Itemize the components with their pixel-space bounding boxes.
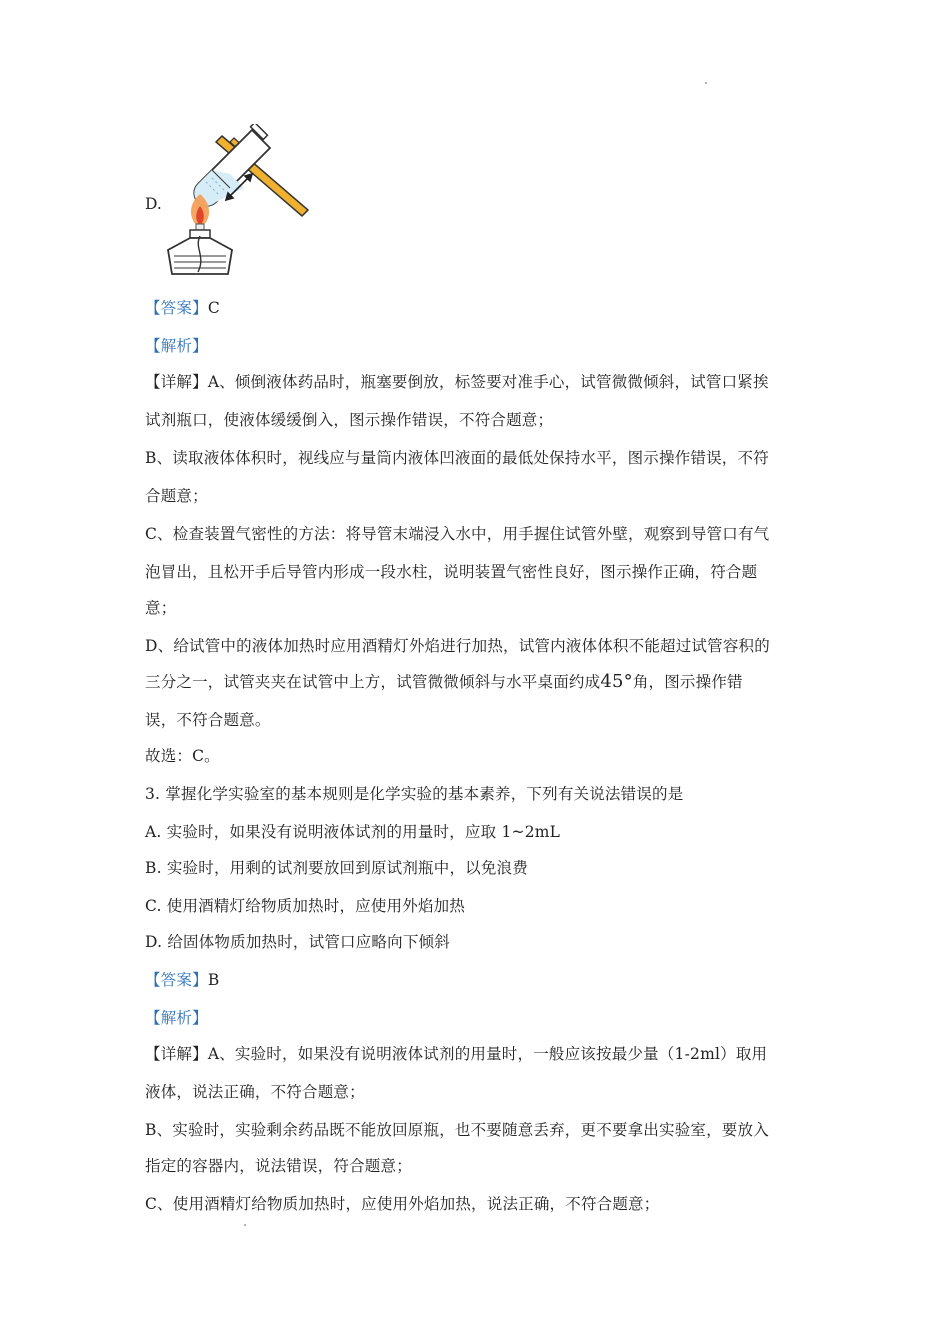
text-line: B、实验时，实验剩余药品既不能放回原瓶，也不要随意丢弃，更不要拿出实验室，要放入 (145, 1121, 769, 1139)
option-a: A. 实验时，如果没有说明液体试剂的用量时，应取 1~2mL (145, 823, 561, 841)
option-c: C. 使用酒精灯给物质加热时，应使用外焰加热 (145, 897, 466, 915)
question-stem-q3: 3. 掌握化学实验室的基本规则是化学实验的基本素养，下列有关说法错误的是 (145, 785, 684, 803)
text-line: 合题意； (145, 487, 208, 505)
alcohol-lamp-icon (168, 230, 232, 274)
angle-value: 45° (600, 671, 633, 692)
text-line: 液体，说法正确，不符合题意； (145, 1083, 365, 1101)
text-line: 泡冒出，且松开手后导管内形成一段水柱，说明装置气密性良好，图示操作正确，符合题 (145, 563, 758, 581)
text-line: 试剂瓶口，使液体缓缓倒入，图示操作错误，不符合题意； (145, 411, 554, 429)
text-line: A、倾倒液体药品时，瓶塞要倒放，标签要对准手心，试管微微倾斜，试管口紧挨 (207, 373, 769, 391)
answer-value: C (207, 299, 220, 317)
text-line: 指定的容器内，说法错误，符合题意； (145, 1157, 412, 1175)
scan-dot (244, 1224, 246, 1226)
answer-tag: 【答案】 (145, 299, 208, 317)
text-line: B、读取液体体积时，视线应与量筒内液体凹液面的最低处保持水平，图示操作错误，不符 (145, 449, 769, 467)
answer-value: B (207, 971, 220, 989)
detail-tag: 【详解】 (145, 1045, 208, 1063)
text-line: 意； (145, 599, 177, 617)
answer-line-q3 (145, 970, 219, 990)
text-line: C、使用酒精灯给物质加热时，应使用外焰加热，说法正确，不符合题意； (145, 1195, 660, 1213)
text-span: 角，图示操作错 (632, 673, 743, 691)
scan-dot (705, 82, 707, 84)
text-line: A、实验时，如果没有说明液体试剂的用量时，一般应该按最少量（1-2ml）取用 (207, 1045, 768, 1063)
test-tube-heating-figure (160, 124, 320, 284)
text-line (145, 672, 743, 692)
text-span: 三分之一，试管夹夹在试管中上方，试管微微倾斜与水平桌面约成 (145, 673, 601, 691)
detail-line (145, 372, 769, 392)
answer-tag: 【答案】 (145, 971, 208, 989)
detail-tag: 【详解】 (145, 373, 208, 391)
text-line: D、给试管中的液体加热时应用酒精灯外焰进行加热，试管内液体体积不能超过试管容积的 (145, 637, 770, 655)
analysis-tag-q2: 【解析】 (145, 337, 208, 355)
option-b: B. 实验时，用剩的试剂要放回到原试剂瓶中，以免浪费 (145, 859, 528, 877)
answer-line-q2 (145, 298, 220, 318)
text-line: C、检查装置气密性的方法：将导管末端浸入水中，用手握住试管外壁，观察到导管口有气 (145, 525, 770, 543)
text-line: 误，不符合题意。 (145, 711, 271, 729)
option-d: D. 给固体物质加热时，试管口应略向下倾斜 (145, 933, 450, 951)
conclusion-line: 故选：C。 (145, 747, 220, 765)
analysis-tag-q3: 【解析】 (145, 1009, 208, 1027)
detail-line (145, 1044, 767, 1064)
option-d-label: D. (145, 195, 162, 213)
